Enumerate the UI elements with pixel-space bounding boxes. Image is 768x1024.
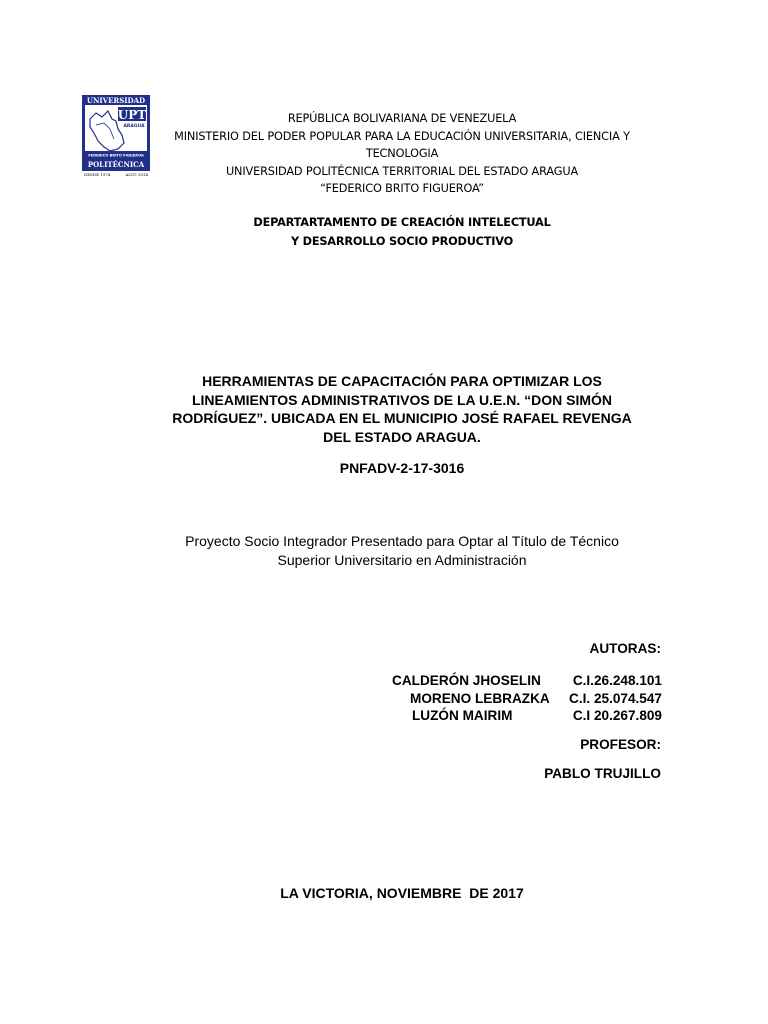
header-line: TECNOLOGIA [365, 147, 439, 160]
upt-seal-icon [82, 95, 150, 177]
logo-state-text: ARAGUA [123, 124, 145, 129]
professor-label: PROFESOR: [580, 737, 661, 752]
institution-header [150, 110, 654, 198]
header-line: “FEDERICO BRITO FIGUEROA” [320, 182, 484, 195]
author-name: MORENO LEBRAZKA [410, 690, 550, 706]
author-id: C.I.26.248.101 [572, 673, 662, 688]
authors-label: AUTORAS: [589, 641, 661, 656]
logo-top-text: UNIVERSIDAD [86, 96, 146, 105]
author-id: C.I 20.267.809 [572, 708, 662, 723]
department-line: DEPARTARTAMENTO DE CREACIÓN INTELECTUAL [253, 216, 551, 229]
project-description [140, 532, 664, 570]
title-line: RODRÍGUEZ”. UBICADA EN EL MUNICIPIO JOSÉ RAFAEL REVENGA [172, 410, 632, 426]
project-line: Proyecto Socio Integrador Presentado para Optar al Título de Técnico [185, 533, 619, 549]
logo-bottom-text: POLITÉCNICA [87, 160, 145, 169]
logo-right-date: ALTO 2014 [125, 172, 148, 177]
department-heading [150, 213, 654, 251]
department-line: Y DESARROLLO SOCIO PRODUCTIVO [290, 235, 514, 248]
title-line: DEL ESTADO ARAGUA. [323, 428, 481, 445]
author-name: LUZÓN MAIRIM [412, 708, 513, 723]
professor-name: PABLO TRUJILLO [544, 766, 661, 781]
project-code: PNFADV-2-17-3016 [339, 460, 465, 476]
place-and-date: LA VICTORIA, NOVIEMBRE DE 2017 [280, 885, 524, 901]
logo-left-date: DESDE 1974 [84, 172, 111, 177]
header-line: MINISTERIO DEL PODER POPULAR PARA LA EDUCACIÓN UNIVERSITARIA, CIENCIA Y [174, 129, 630, 143]
logo-ribbon-text: FEDERICO BRITO FIGUEROA [88, 153, 144, 158]
author-row [392, 707, 662, 725]
university-logo [82, 95, 150, 177]
author-row [392, 690, 662, 708]
author-row [392, 672, 662, 690]
title-line: HERRAMIENTAS DE CAPACITACIÓN PARA OPTIMIZAR LOS [202, 373, 602, 389]
header-line: UNIVERSIDAD POLITÉCNICA TERRITORIAL DEL ESTADO ARAGUA [225, 164, 579, 178]
document-title [150, 372, 654, 446]
logo-upt-text: UPT [117, 108, 147, 122]
author-name: CALDERÓN JHOSELIN [392, 673, 541, 688]
authors-list [392, 672, 662, 725]
author-id: C.I. 25.074.547 [569, 690, 662, 706]
title-line: LINEAMIENTOS ADMINISTRATIVOS DE LA U.E.N. “DON SIMÓN [191, 391, 612, 408]
header-line: REPÚBLICA BOLIVARIANA DE VENEZUELA [287, 112, 517, 125]
project-line: Superior Universitario en Administración [277, 552, 527, 568]
